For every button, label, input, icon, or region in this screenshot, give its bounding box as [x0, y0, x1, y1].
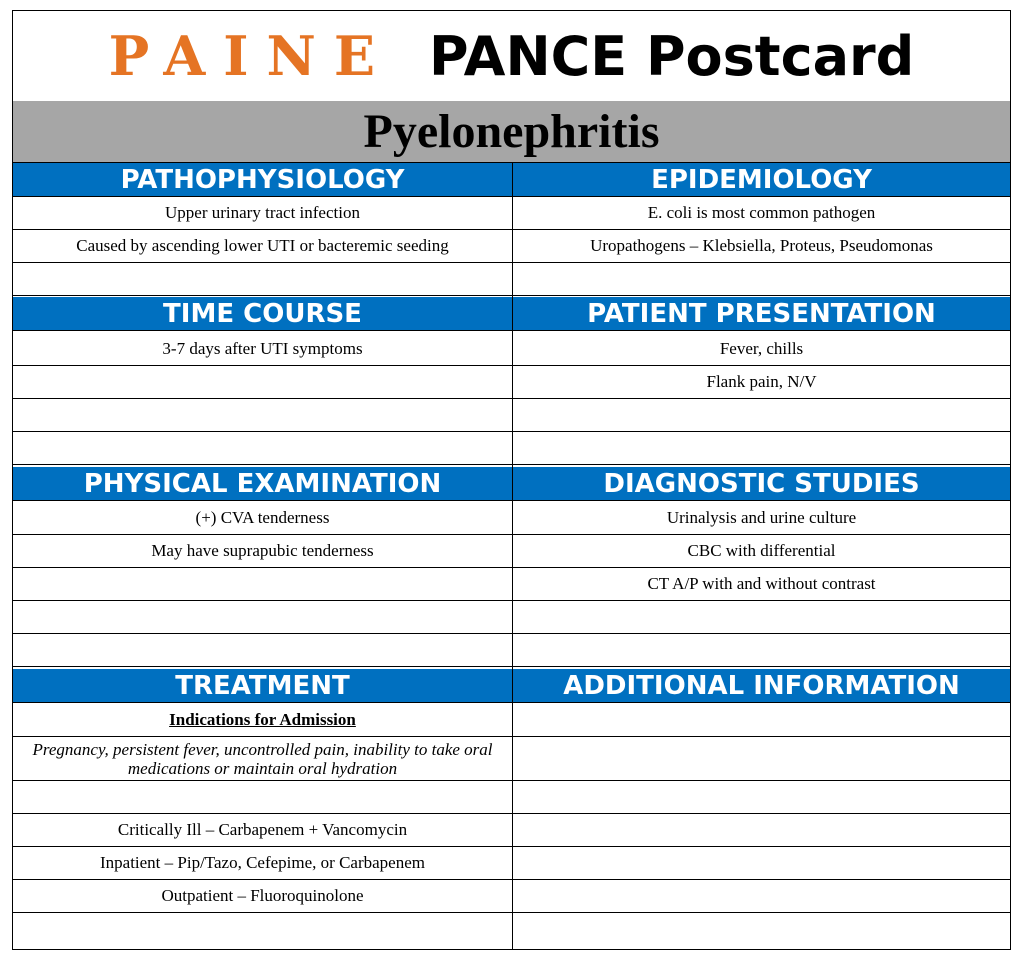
- physical-exam-row: (+) CVA tenderness: [13, 502, 512, 535]
- section-header-time-course: TIME COURSE: [13, 297, 512, 331]
- postcard-title: PANCE Postcard: [429, 24, 915, 88]
- physical-exam-row: [13, 568, 512, 601]
- section-header-diagnostic-studies: DIAGNOSTIC STUDIES: [513, 467, 1010, 501]
- topic-title: Pyelonephritis: [13, 101, 1010, 163]
- pathophysiology-row: [13, 263, 512, 296]
- patient-presentation-row: Fever, chills: [513, 333, 1010, 366]
- additional-info-row: [513, 704, 1010, 737]
- treatment-row: Outpatient – Fluoroquinolone: [13, 880, 512, 913]
- treatment-admission-text: Pregnancy, persistent fever, uncontrolled pain, inability to take oral medications or maintain oral hydration: [13, 737, 512, 781]
- section-header-epidemiology: EPIDEMIOLOGY: [513, 163, 1010, 197]
- patient-presentation-row: [513, 432, 1010, 465]
- additional-info-row: [513, 913, 1010, 946]
- diagnostic-studies-row: [513, 634, 1010, 667]
- additional-info-row: [513, 880, 1010, 913]
- treatment-row: [13, 913, 512, 946]
- treatment-row: Critically Ill – Carbapenem + Vancomycin: [13, 814, 512, 847]
- epidemiology-row: [513, 263, 1010, 296]
- treatment-row: Inpatient – Pip/Tazo, Cefepime, or Carbapenem: [13, 847, 512, 880]
- physical-exam-row: May have suprapubic tenderness: [13, 535, 512, 568]
- diagnostic-studies-row: CBC with differential: [513, 535, 1010, 568]
- postcard-header: [13, 11, 1010, 102]
- time-course-row: [13, 366, 512, 399]
- time-course-row: [13, 399, 512, 432]
- section-header-additional-information: ADDITIONAL INFORMATION: [513, 669, 1010, 703]
- physical-exam-row: [13, 634, 512, 667]
- epidemiology-row: Uropathogens – Klebsiella, Proteus, Pseudomonas: [513, 230, 1010, 263]
- additional-info-row: [513, 847, 1010, 880]
- brand-name: PAINE: [108, 24, 394, 88]
- pathophysiology-row: Upper urinary tract infection: [13, 197, 512, 230]
- pathophysiology-row: Caused by ascending lower UTI or bacteremic seeding: [13, 230, 512, 263]
- patient-presentation-row: [513, 399, 1010, 432]
- physical-exam-row: [13, 601, 512, 634]
- section-header-physical-examination: PHYSICAL EXAMINATION: [13, 467, 512, 501]
- section-header-pathophysiology: PATHOPHYSIOLOGY: [13, 163, 512, 197]
- section-header-patient-presentation: PATIENT PRESENTATION: [513, 297, 1010, 331]
- time-course-row: 3-7 days after UTI symptoms: [13, 333, 512, 366]
- treatment-row: [13, 781, 512, 814]
- epidemiology-row: E. coli is most common pathogen: [513, 197, 1010, 230]
- additional-info-row: [513, 781, 1010, 814]
- diagnostic-studies-row: CT A/P with and without contrast: [513, 568, 1010, 601]
- postcard: [12, 10, 1011, 950]
- additional-info-row: [513, 814, 1010, 847]
- treatment-admission-heading: Indications for Admission: [13, 704, 512, 737]
- additional-info-row: [513, 737, 1010, 781]
- diagnostic-studies-row: [513, 601, 1010, 634]
- section-header-treatment: TREATMENT: [13, 669, 512, 703]
- patient-presentation-row: Flank pain, N/V: [513, 366, 1010, 399]
- time-course-row: [13, 432, 512, 465]
- diagnostic-studies-row: Urinalysis and urine culture: [513, 502, 1010, 535]
